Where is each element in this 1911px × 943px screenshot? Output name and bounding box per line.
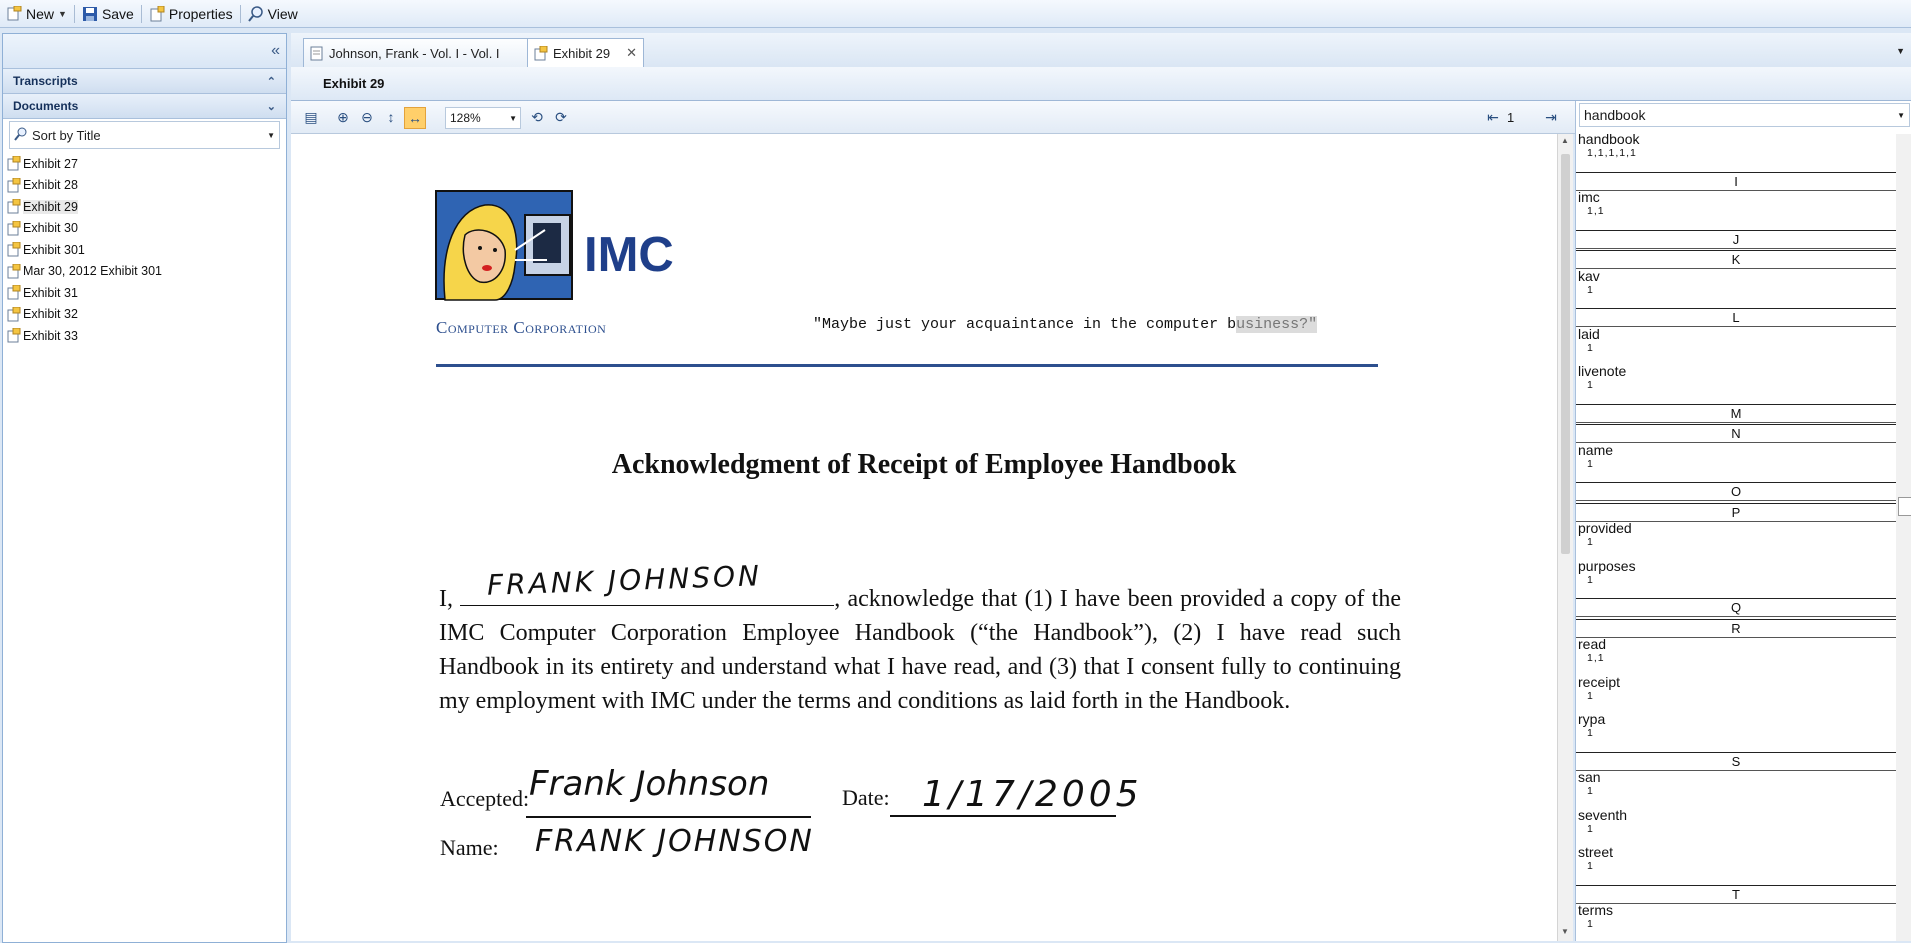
- save-icon: [82, 6, 98, 22]
- paragraph-start: I,: [439, 586, 453, 612]
- word-index-search-value: handbook: [1584, 107, 1646, 123]
- close-icon[interactable]: ✕: [626, 45, 637, 60]
- document-list-item-label: Exhibit 32: [23, 307, 78, 322]
- scroll-up-icon[interactable]: ▲: [1561, 136, 1569, 145]
- sort-dropdown-value: Sort by Title: [32, 127, 101, 143]
- acknowledgment-paragraph: [439, 582, 1401, 718]
- index-word: imc: [1578, 189, 1600, 205]
- index-word: handbook: [1578, 131, 1640, 147]
- index-word: name: [1578, 441, 1614, 458]
- document-list-item[interactable]: [7, 282, 282, 304]
- sort-dropdown[interactable]: [9, 121, 280, 149]
- documents-section-header[interactable]: [3, 94, 286, 119]
- index-letter-header: J: [1576, 230, 1896, 249]
- index-letter-header: M: [1576, 404, 1896, 423]
- properties-button-label: Properties: [168, 5, 233, 22]
- document-list-item-label: Mar 30, 2012 Exhibit 301: [23, 264, 162, 279]
- document-list-item[interactable]: [7, 175, 282, 197]
- exhibit-icon: [7, 199, 21, 214]
- index-word-refs[interactable]: 1: [1587, 536, 1594, 548]
- handwritten-signature: Frank Johnson: [529, 764, 770, 804]
- index-word-refs[interactable]: 1,1,1,1,1: [1587, 147, 1637, 159]
- scroll-down-icon[interactable]: ▼: [1561, 927, 1569, 936]
- tab-transcript-label: Johnson, Frank - Vol. I - Vol. I: [329, 45, 500, 61]
- chevron-down-icon[interactable]: ⌄: [266, 100, 276, 113]
- word-index-scrollbar[interactable]: [1896, 134, 1911, 941]
- index-letter-header: N: [1576, 424, 1896, 443]
- index-word-entry[interactable]: [1576, 636, 1896, 664]
- exhibit-icon: [7, 242, 21, 257]
- document-list-item[interactable]: [7, 218, 282, 240]
- index-word: provided: [1578, 520, 1632, 536]
- fit-height-icon[interactable]: ↕: [387, 109, 395, 125]
- index-word-entry[interactable]: [1576, 520, 1896, 548]
- new-button[interactable]: [0, 3, 73, 25]
- document-list-item[interactable]: [7, 261, 282, 283]
- document-list-item-label: Exhibit 301: [23, 242, 85, 257]
- index-word-refs[interactable]: 1: [1587, 341, 1594, 354]
- index-word-entry[interactable]: [1576, 902, 1896, 930]
- logo-illustration: [435, 190, 575, 302]
- exhibit-icon: [7, 178, 21, 193]
- word-index-search[interactable]: [1579, 103, 1910, 127]
- index-word: read: [1578, 636, 1607, 652]
- index-word: receipt: [1578, 673, 1621, 690]
- zoom-dropdown[interactable]: [445, 107, 521, 129]
- index-word: rypa: [1578, 711, 1606, 727]
- index-word: livenote: [1578, 363, 1627, 379]
- index-word: purposes: [1578, 557, 1636, 574]
- chevron-up-icon[interactable]: ⌃: [266, 75, 276, 88]
- index-word-refs[interactable]: 1: [1587, 918, 1594, 930]
- transcript-icon: [310, 46, 324, 61]
- zoom-in-icon[interactable]: ⊕: [337, 108, 349, 125]
- document-scrollbar[interactable]: [1557, 134, 1573, 941]
- index-letter-header: I: [1576, 172, 1896, 191]
- index-letter-header: O: [1576, 482, 1896, 501]
- index-word-entry[interactable]: [1576, 807, 1896, 835]
- next-page-icon[interactable]: ⇥: [1545, 108, 1557, 125]
- index-word-refs[interactable]: 1,1: [1587, 652, 1605, 664]
- tab-transcript[interactable]: [303, 38, 535, 67]
- index-word-entry[interactable]: [1576, 326, 1896, 354]
- tab-exhibit-label: Exhibit 29: [553, 45, 611, 61]
- transcripts-label: Transcripts: [13, 74, 78, 88]
- document-list-item-label: Exhibit 30: [23, 221, 78, 236]
- company-name: [436, 318, 606, 338]
- document-toolbar: [291, 101, 1577, 134]
- chevron-down-icon: ▼: [509, 113, 517, 123]
- paragraph-rest: , acknowledge that (1) I have been provided a copy of the IMC Computer Corporation Employee Handbook (“the Handbook”), (2) I have read such Handbook in its entirety and understand what I have read, and (3) that I consent fully to continuing my employment with IMC under the terms and conditions as laid forth in the Handbook.: [439, 586, 1401, 714]
- index-letter-header: S: [1576, 752, 1896, 771]
- index-word-entry[interactable]: [1576, 189, 1896, 217]
- index-word-entry[interactable]: [1576, 711, 1896, 739]
- index-word-entry[interactable]: [1576, 268, 1896, 296]
- word-index-panel: [1575, 101, 1911, 941]
- exhibit-icon: [7, 221, 21, 236]
- index-word-entry[interactable]: [1576, 131, 1896, 159]
- properties-icon[interactable]: ▤: [304, 108, 318, 125]
- handwritten-name-bottom: FRANK JOHNSON: [535, 824, 814, 859]
- logo-wordmark: IMC: [584, 228, 674, 282]
- document-title: Acknowledgment of Receipt of Employee Handbook: [611, 449, 1237, 480]
- index-word-refs[interactable]: 1: [1587, 457, 1594, 470]
- document-list-item-label: Exhibit 27: [23, 156, 78, 171]
- document-viewer[interactable]: [291, 134, 1558, 941]
- index-word-entry[interactable]: [1576, 844, 1896, 872]
- index-letter-header: Q: [1576, 598, 1896, 617]
- index-letter-header: P: [1576, 503, 1896, 522]
- index-word-refs[interactable]: 1: [1587, 379, 1594, 391]
- collapse-panel-icon[interactable]: «: [271, 42, 280, 59]
- chevron-down-icon: ▼: [58, 8, 67, 19]
- exhibit-icon: [7, 264, 21, 279]
- index-word-refs[interactable]: 1,1: [1587, 205, 1605, 217]
- index-letter-header: T: [1576, 885, 1896, 904]
- index-word-entry[interactable]: [1576, 442, 1896, 470]
- index-word-refs[interactable]: 1: [1587, 283, 1594, 296]
- scrollbar-thumb[interactable]: [1561, 154, 1570, 554]
- header-rule: [436, 364, 1378, 367]
- main-toolbar: [0, 0, 1911, 28]
- index-word-entry[interactable]: [1576, 769, 1896, 797]
- document-list-item-label: Exhibit 33: [23, 328, 78, 343]
- company-name-text: Computer Corporation: [436, 318, 607, 337]
- chevron-down-icon: ▼: [267, 130, 275, 140]
- date-line: [890, 815, 1116, 817]
- index-word-refs[interactable]: 1: [1587, 785, 1594, 797]
- accepted-signature-line: [526, 816, 811, 818]
- tab-exhibit-29[interactable]: [527, 38, 644, 67]
- view-button-label: View: [267, 5, 298, 22]
- tagline-highlight: usiness?": [1236, 316, 1318, 333]
- document-header: [291, 67, 1911, 101]
- documents-label: Documents: [13, 99, 79, 113]
- new-document-icon: [6, 6, 22, 22]
- rotate-right-icon[interactable]: ⟳: [555, 108, 567, 125]
- handwritten-date: 1/17/2005: [922, 774, 1143, 815]
- save-button[interactable]: [76, 3, 140, 25]
- save-button-label: Save: [101, 5, 134, 22]
- index-word-refs[interactable]: 1: [1587, 727, 1594, 739]
- index-word-entry[interactable]: [1576, 558, 1896, 586]
- tagline-text: "Maybe just your acquaintance in the computer b: [813, 316, 1237, 333]
- page-number-value: 1: [1507, 109, 1515, 125]
- document-list-item[interactable]: [7, 325, 282, 347]
- accepted-label: Accepted:: [440, 786, 530, 811]
- exhibit-icon: [7, 328, 21, 343]
- magnifier-icon: [248, 6, 264, 22]
- toolbar-separator: [141, 5, 142, 23]
- toolbar-separator: [74, 5, 75, 23]
- exhibit-icon: [7, 285, 21, 300]
- zoom-out-icon[interactable]: ⊖: [361, 108, 373, 125]
- document-list-item[interactable]: [7, 304, 282, 326]
- left-panel: [2, 33, 287, 943]
- rotate-left-icon[interactable]: ⟲: [531, 108, 543, 125]
- index-word: seventh: [1578, 806, 1628, 823]
- index-letter-header: L: [1576, 308, 1896, 327]
- index-word-entry[interactable]: [1576, 674, 1896, 702]
- properties-icon: [149, 6, 165, 22]
- index-word: kav: [1578, 267, 1600, 284]
- index-letter-header: K: [1576, 250, 1896, 269]
- index-word: laid: [1578, 325, 1600, 342]
- name-blank-line: [460, 605, 834, 606]
- left-panel-header: [3, 34, 286, 69]
- exhibit-icon: [7, 156, 21, 171]
- exhibit-icon: [7, 307, 21, 322]
- zoom-value: 128%: [450, 111, 481, 125]
- document-header-title: Exhibit 29: [323, 76, 385, 91]
- index-letter-header: R: [1576, 619, 1896, 638]
- properties-button[interactable]: [143, 3, 239, 25]
- transcripts-section-header[interactable]: [3, 69, 286, 94]
- document-list-item-label: Exhibit 31: [23, 285, 78, 300]
- handwritten-name-top: FRANK JOHNSON: [486, 559, 763, 602]
- document-list-item[interactable]: [7, 153, 282, 175]
- view-button[interactable]: [242, 3, 304, 25]
- tab-list-dropdown-icon[interactable]: ▼: [1896, 46, 1905, 56]
- name-label: Name:: [440, 835, 499, 860]
- document-list-item[interactable]: [7, 239, 282, 261]
- sort-icon: [14, 127, 28, 144]
- index-word: street: [1578, 844, 1614, 860]
- index-word-entry[interactable]: [1576, 363, 1896, 391]
- fit-width-icon[interactable]: ↔: [404, 107, 426, 129]
- document-list-item-label: Exhibit 29: [23, 199, 78, 214]
- index-word-refs[interactable]: 1: [1587, 860, 1594, 872]
- index-word-refs[interactable]: 1: [1587, 822, 1594, 835]
- index-word: terms: [1578, 902, 1613, 918]
- document-list-item[interactable]: [7, 196, 282, 218]
- new-button-label: New: [26, 5, 55, 22]
- index-word-refs[interactable]: 1: [1587, 689, 1594, 702]
- tab-strip: [291, 33, 1911, 68]
- scrollbar-thumb[interactable]: [1898, 497, 1911, 516]
- previous-page-icon[interactable]: ⇤: [1487, 108, 1499, 125]
- imc-logo-image: [435, 190, 575, 305]
- date-label: Date:: [842, 785, 890, 810]
- index-word: san: [1578, 769, 1601, 785]
- chevron-down-icon: ▼: [1897, 110, 1905, 120]
- tagline: [813, 316, 1317, 333]
- index-word-refs[interactable]: 1: [1587, 573, 1594, 586]
- toolbar-separator: [240, 5, 241, 23]
- exhibit-icon: [534, 46, 548, 61]
- document-list-item-label: Exhibit 28: [23, 178, 78, 193]
- document-list: [3, 151, 286, 349]
